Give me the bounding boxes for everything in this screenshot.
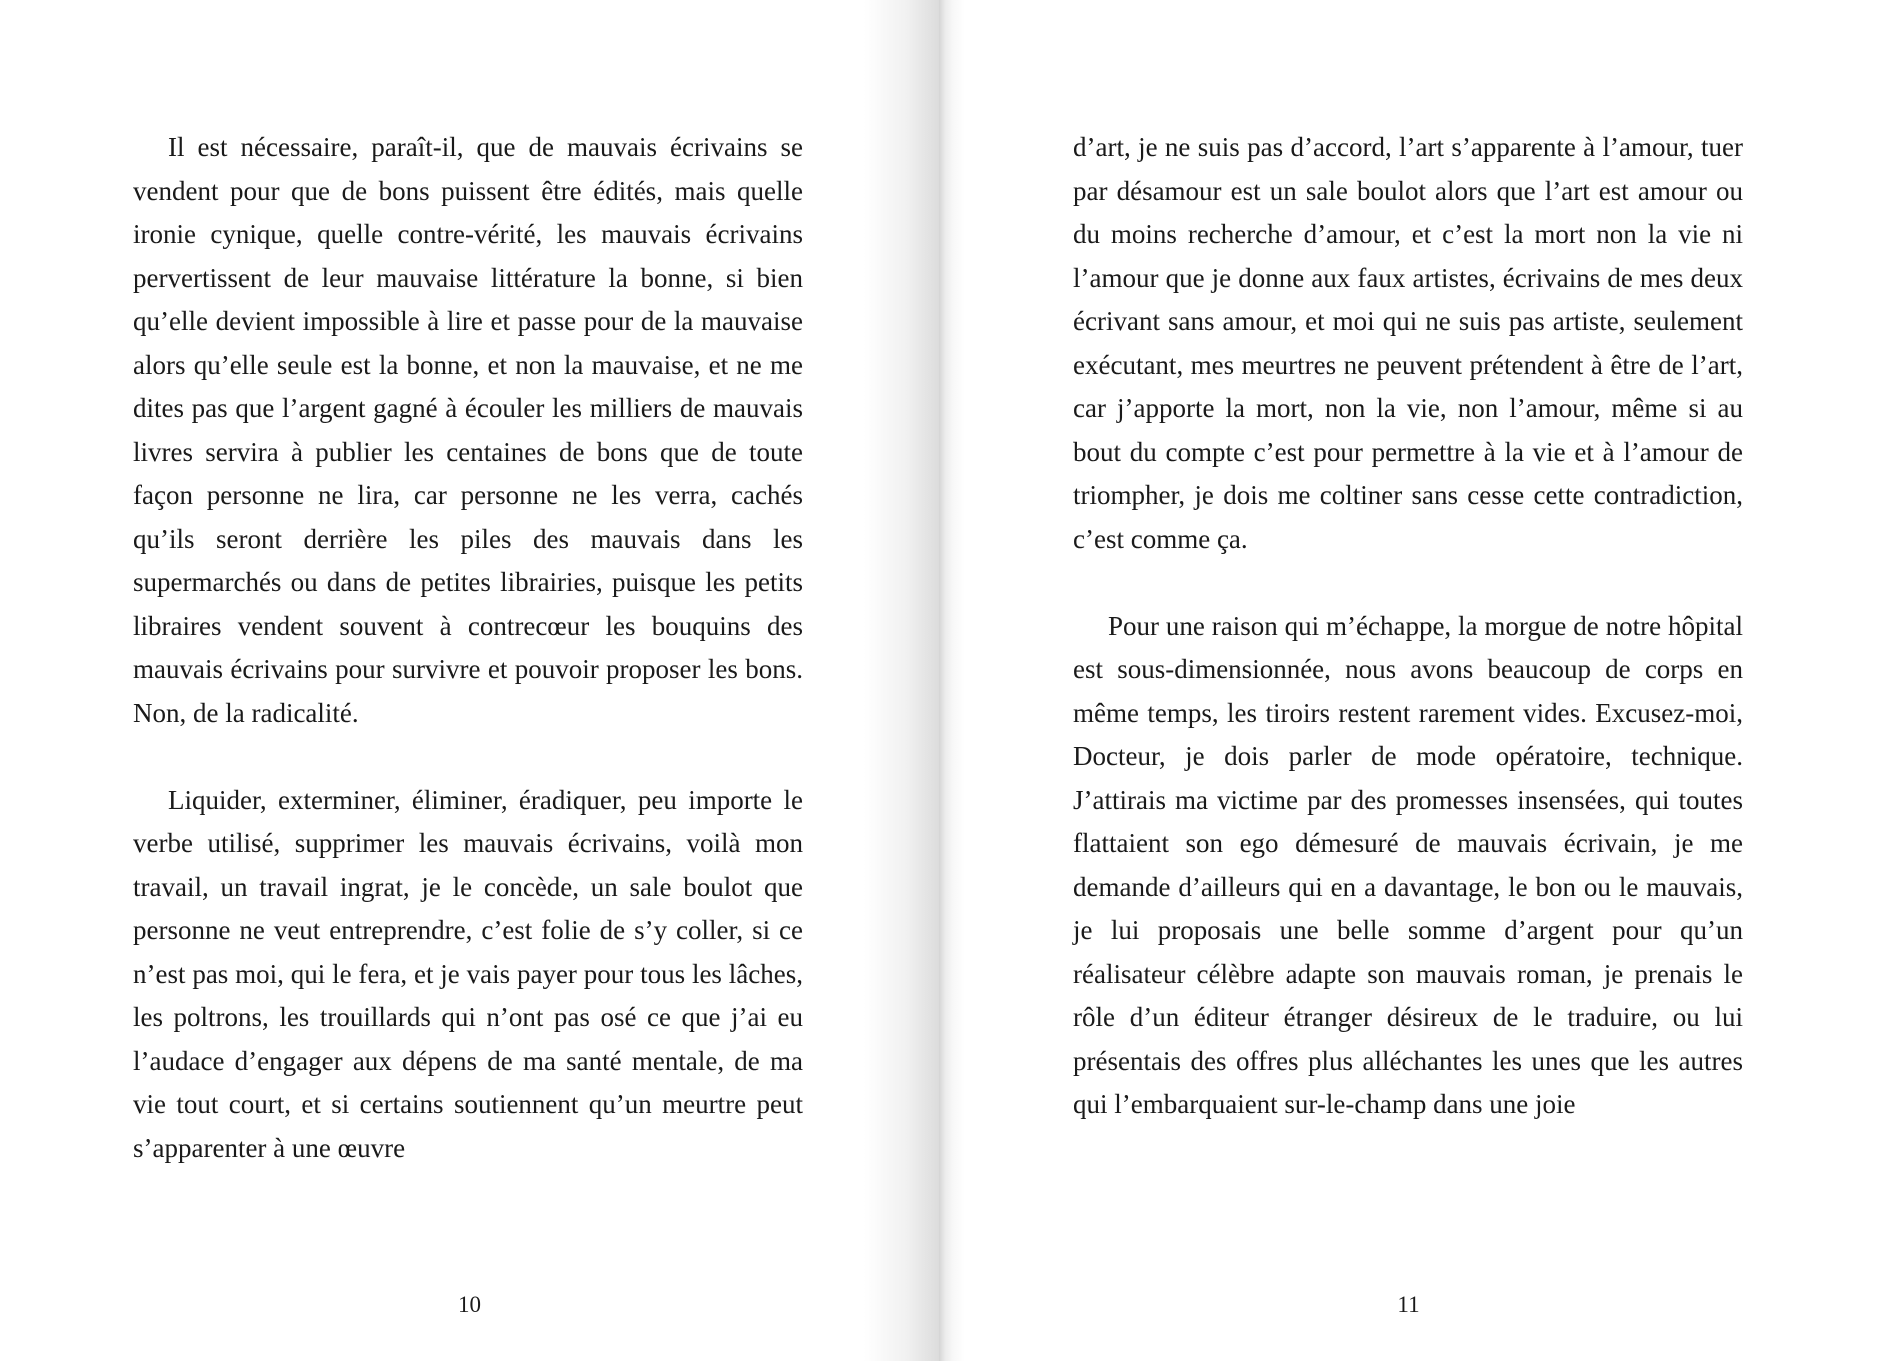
right-page [939, 0, 1878, 1361]
right-page-text [1073, 126, 1743, 1127]
page-number-left: 10 [458, 1292, 481, 1317]
left-page-text [133, 126, 803, 1170]
paragraph-continued: d’art, je ne suis pas d’accord, l’art s’apparente à l’amour, tuer par désamour est un sale boulot alors que l’art est amour ou du moins recherche d’amour, et c’est la mort non la vie ni l’amour que je donne aux faux artistes, écrivains de mes deux écrivant sans amour, et moi qui ne suis pas artiste, seulement exécutant, mes meurtres ne peuvent prétendent à être de l’art, car j’apporte la mort, non la vie, non l’amour, même si au bout du compte c’est pour permettre à la vie et à l’amour de triompher, je dois me coltiner sans cesse cette contradiction, c’est comme ça. [1073, 132, 1743, 554]
paragraph: Pour une raison qui m’échappe, la morgue de notre hôpital est sous-dimensionnée, nous avons beaucoup de corps en même temps, les tiroirs restent rarement vides. Excusez-moi, Docteur, je dois parler de mode opératoire, technique. J’attirais ma victime par des promesses insensées, qui toutes flattaient son ego démesuré de mauvais écrivain, je me demande d’ailleurs qui en a davantage, le bon ou le mauvais, je lui proposais une belle somme d’argent pour qu’un réalisateur célèbre adapte son mauvais roman, je prenais le rôle d’un éditeur étranger désireux de le traduire, ou lui présentais des offres plus alléchantes les unes que les autres qui l’embarquaient sur-le-champ dans une joie [1073, 610, 1743, 1119]
page-number-right: 11 [1397, 1292, 1420, 1317]
paragraph: Liquider, exterminer, éliminer, éradiquer, peu importe le verbe utilisé, supprimer les mauvais écrivains, voilà mon travail, un travail ingrat, je le concède, un sale boulot que personne ne veut entreprendre, c’est folie de s’y coller, si ce n’est pas moi, qui le fera, et je vais payer pour tous les lâches, les poltrons, les trouillards qui n’ont pas osé ce que j’ai eu l’audace d’engager aux dépens de ma santé mentale, de ma vie tout court, et si certains soutiennent qu’un meurtre peut s’apparenter à une œuvre [133, 784, 803, 1163]
paragraph: Il est nécessaire, paraît-il, que de mauvais écrivains se vendent pour que de bons puissent être édités, mais quelle ironie cynique, quelle contre-vérité, les mauvais écrivains pervertissent de leur mauvaise littérature la bonne, si bien qu’elle devient impossible à lire et passe pour de la mauvaise alors qu’elle seule est la bonne, et non la mauvaise, et ne me dites pas que l’argent gagné à écouler les milliers de mauvais livres servira à publier les centaines de bons que de toute façon personne ne lira, car personne ne les verra, cachés qu’ils seront derrière les piles des mauvais dans les supermarchés ou dans de petites librairies, puisque les petits libraires vendent souvent à contrecœur les bouquins des mauvais écrivains pour survivre et pouvoir proposer les bons. Non, de la radicalité. [133, 132, 803, 728]
